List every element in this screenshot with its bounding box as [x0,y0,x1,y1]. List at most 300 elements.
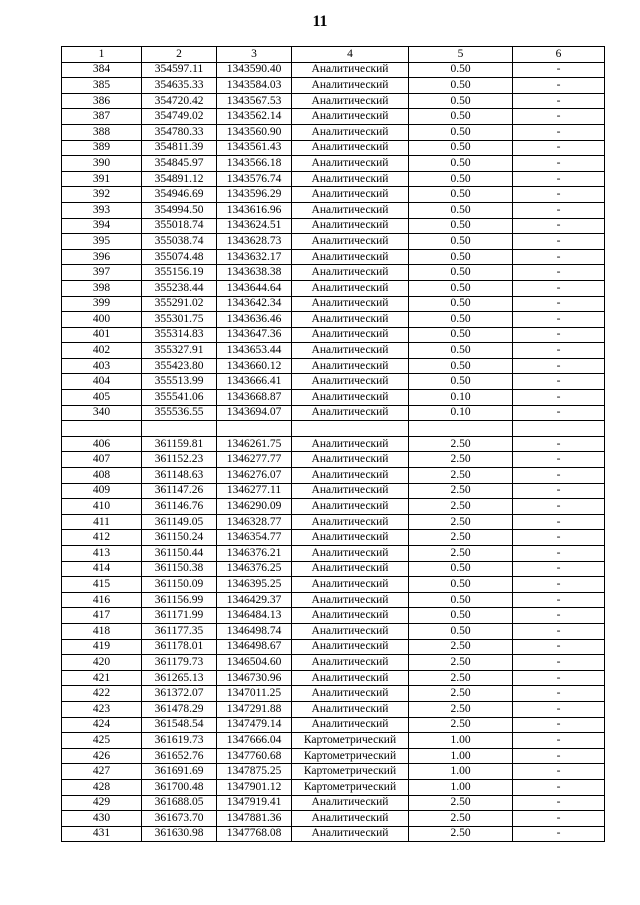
table-cell: - [513,546,605,562]
table-cell: 1343644.64 [217,280,292,296]
table-cell: 1343561.43 [217,140,292,156]
table-cell: - [513,468,605,484]
table-cell: 0.50 [409,202,513,218]
table-cell: - [513,93,605,109]
table-cell: 390 [62,156,142,172]
table-cell: - [513,561,605,577]
table-cell: 1343576.74 [217,171,292,187]
table-cell: - [513,452,605,468]
table-cell: 0.50 [409,124,513,140]
table-cell: 410 [62,499,142,515]
table-cell: 1346277.11 [217,483,292,499]
table-cell: 408 [62,468,142,484]
table-cell: 354891.12 [142,171,217,187]
table-cell: - [513,202,605,218]
table-cell: 422 [62,686,142,702]
table-cell: - [513,171,605,187]
table-cell: Аналитический [292,577,409,593]
table-row [62,234,605,250]
table-cell: 398 [62,280,142,296]
table-cell: 415 [62,577,142,593]
table-cell: - [513,249,605,265]
table-cell: - [513,140,605,156]
table-cell: Аналитический [292,546,409,562]
table-cell: Аналитический [292,343,409,359]
table-cell: 393 [62,202,142,218]
table-cell: - [513,639,605,655]
table-cell: - [513,78,605,94]
table-cell: Аналитический [292,327,409,343]
table-cell: 361265.13 [142,670,217,686]
table-row [62,483,605,499]
table-cell: 1343694.07 [217,405,292,421]
table-cell: 354994.50 [142,202,217,218]
header-cell-1: 1 [62,47,142,63]
table-cell: 424 [62,717,142,733]
table-cell: - [513,623,605,639]
table-cell: 355541.06 [142,390,217,406]
table-cell: 361149.05 [142,514,217,530]
table-row [62,530,605,546]
table-cell: Аналитический [292,265,409,281]
table-cell: - [513,514,605,530]
table-cell: Аналитический [292,436,409,452]
table-cell: Картометрический [292,779,409,795]
table-cell: 0.10 [409,390,513,406]
table-cell: Аналитический [292,187,409,203]
table-cell: 0.50 [409,280,513,296]
table-cell: 414 [62,561,142,577]
table-cell: Аналитический [292,249,409,265]
table-cell: 2.50 [409,655,513,671]
page-number: 11 [312,13,328,30]
table-cell: 420 [62,655,142,671]
table-cell: Аналитический [292,483,409,499]
table-cell: 2.50 [409,795,513,811]
table-cell: - [513,701,605,717]
table-cell [62,421,142,437]
table-cell: 0.50 [409,623,513,639]
header-cell-6: 6 [513,47,605,63]
table-cell: Аналитический [292,826,409,842]
table-cell: 1343584.03 [217,78,292,94]
table-cell: 419 [62,639,142,655]
table-cell: 1343632.17 [217,249,292,265]
table-cell: 402 [62,343,142,359]
table-cell: 1347011.25 [217,686,292,702]
table-row [62,124,605,140]
table-cell: 361156.99 [142,592,217,608]
table-cell: 397 [62,265,142,281]
table-row [62,670,605,686]
table-row [62,296,605,312]
table-row [62,327,605,343]
table-cell: 1343624.51 [217,218,292,234]
table-cell: 0.50 [409,78,513,94]
table-cell: 1343647.36 [217,327,292,343]
table-cell: 361171.99 [142,608,217,624]
table-cell: 1346730.96 [217,670,292,686]
table-cell: 354749.02 [142,109,217,125]
table-cell: 1343596.29 [217,187,292,203]
table-cell: 1347875.25 [217,764,292,780]
table-cell: 423 [62,701,142,717]
table-cell: 1347479.14 [217,717,292,733]
table-cell: - [513,748,605,764]
table-row [62,655,605,671]
table-cell: 361150.24 [142,530,217,546]
table-cell: Аналитический [292,717,409,733]
table-row [62,93,605,109]
table-cell: 0.50 [409,296,513,312]
table-cell: 428 [62,779,142,795]
table-cell: 0.50 [409,249,513,265]
table-cell: 361159.81 [142,436,217,452]
table-cell: Аналитический [292,670,409,686]
table-cell: 355038.74 [142,234,217,250]
table-cell: 355536.55 [142,405,217,421]
table-cell: Аналитический [292,171,409,187]
table-cell: 361630.98 [142,826,217,842]
table-cell: 0.50 [409,343,513,359]
header-cell-2: 2 [142,47,217,63]
table-cell: Аналитический [292,795,409,811]
table-cell: 418 [62,623,142,639]
table-cell: 1346429.37 [217,592,292,608]
table-cell: Аналитический [292,234,409,250]
table-cell: 421 [62,670,142,686]
table-cell: - [513,358,605,374]
table-cell: - [513,280,605,296]
table-cell: - [513,826,605,842]
table-cell: - [513,390,605,406]
table-cell: 355423.80 [142,358,217,374]
table-cell: 399 [62,296,142,312]
table-cell: 1347901.12 [217,779,292,795]
table-cell: Аналитический [292,109,409,125]
table-cell: 1346261.75 [217,436,292,452]
table-row [62,764,605,780]
table-cell: 355291.02 [142,296,217,312]
table-cell: 0.50 [409,327,513,343]
table-cell: - [513,312,605,328]
table-cell: 392 [62,187,142,203]
table-cell [142,421,217,437]
table-cell: 2.50 [409,546,513,562]
table-row [62,187,605,203]
table-cell [217,421,292,437]
table-cell: 1.00 [409,764,513,780]
table-row [62,686,605,702]
table-cell: 430 [62,811,142,827]
table-cell: Аналитический [292,124,409,140]
table-cell: 401 [62,327,142,343]
table-cell: 2.50 [409,468,513,484]
table-cell: 1347666.04 [217,733,292,749]
table-cell: - [513,296,605,312]
table-cell: 0.50 [409,234,513,250]
table-row [62,561,605,577]
table-cell: Аналитический [292,78,409,94]
table-cell: 1346376.25 [217,561,292,577]
table-cell: 0.50 [409,187,513,203]
table-cell: 1346277.77 [217,452,292,468]
table-cell: 354720.42 [142,93,217,109]
table-cell: Аналитический [292,358,409,374]
table-row [62,78,605,94]
table-cell: 1346498.74 [217,623,292,639]
table-cell: 361673.70 [142,811,217,827]
table-row [62,795,605,811]
table-cell: 385 [62,78,142,94]
table-cell: 1346484.13 [217,608,292,624]
table-row [62,421,605,437]
table-cell: 416 [62,592,142,608]
table-cell: 355301.75 [142,312,217,328]
table-cell: 361179.73 [142,655,217,671]
table-cell: 361146.76 [142,499,217,515]
table-cell: 354811.39 [142,140,217,156]
table-row [62,608,605,624]
header-cell-5: 5 [409,47,513,63]
table-row [62,452,605,468]
table-cell: 1346504.60 [217,655,292,671]
table-cell: 361152.23 [142,452,217,468]
table-cell: 2.50 [409,499,513,515]
table-cell: 1346376.21 [217,546,292,562]
table-row [62,436,605,452]
table-cell: - [513,218,605,234]
table-cell: 361148.63 [142,468,217,484]
table-cell: - [513,327,605,343]
table-cell: Аналитический [292,280,409,296]
table-cell: - [513,686,605,702]
table-cell: Аналитический [292,312,409,328]
table-cell: Аналитический [292,202,409,218]
table-cell: 2.50 [409,514,513,530]
table-cell: - [513,530,605,546]
table-cell: 0.50 [409,140,513,156]
table-cell: 431 [62,826,142,842]
table-cell: Аналитический [292,374,409,390]
table-cell: Аналитический [292,655,409,671]
table-cell: - [513,499,605,515]
table-cell: Аналитический [292,639,409,655]
table-cell: 2.50 [409,530,513,546]
table-cell: 396 [62,249,142,265]
table-cell: Аналитический [292,218,409,234]
table-cell: 361178.01 [142,639,217,655]
table-cell: Аналитический [292,156,409,172]
table-cell: 427 [62,764,142,780]
table-cell: Аналитический [292,62,409,78]
table-cell: 361150.09 [142,577,217,593]
table-cell: 1343660.12 [217,358,292,374]
table-cell: Аналитический [292,468,409,484]
table-cell: 340 [62,405,142,421]
table-cell: 355314.83 [142,327,217,343]
table-cell: Картометрический [292,764,409,780]
table-row [62,717,605,733]
table-cell: Аналитический [292,608,409,624]
table-row [62,577,605,593]
table-cell: 1346290.09 [217,499,292,515]
table-cell: 2.50 [409,717,513,733]
table-cell: 1343560.90 [217,124,292,140]
table-cell: 409 [62,483,142,499]
table-row [62,140,605,156]
table-cell: Аналитический [292,514,409,530]
table-cell: 0.50 [409,561,513,577]
table-row [62,109,605,125]
table-cell: 0.50 [409,156,513,172]
table-cell: 0.50 [409,93,513,109]
table-cell: 355513.99 [142,374,217,390]
table-row [62,639,605,655]
table-cell: - [513,733,605,749]
coordinates-table-body [62,47,605,842]
table-cell: 1347919.41 [217,795,292,811]
table-cell: - [513,483,605,499]
table-cell: 1.00 [409,748,513,764]
table-row [62,62,605,78]
table-row [62,374,605,390]
table-row [62,343,605,359]
table-row [62,779,605,795]
table-cell: - [513,343,605,359]
table-cell: 354780.33 [142,124,217,140]
table-row [62,265,605,281]
table-cell: Картометрический [292,733,409,749]
header-cell-4: 4 [292,47,409,63]
table-cell: 355018.74 [142,218,217,234]
table-cell: 1346276.07 [217,468,292,484]
table-cell: - [513,592,605,608]
table-cell: 361150.44 [142,546,217,562]
table-cell [409,421,513,437]
table-row [62,249,605,265]
table-cell: 413 [62,546,142,562]
table-cell: 2.50 [409,826,513,842]
table-row [62,358,605,374]
table-cell: Аналитический [292,561,409,577]
table-cell: - [513,156,605,172]
table-cell: 1347881.36 [217,811,292,827]
table-row [62,623,605,639]
table-cell: 0.50 [409,171,513,187]
table-cell: 395 [62,234,142,250]
table-cell: 361478.29 [142,701,217,717]
table-cell: 0.50 [409,374,513,390]
table-cell: 0.50 [409,577,513,593]
table-cell: 1.00 [409,733,513,749]
table-row [62,202,605,218]
table-cell: - [513,764,605,780]
table-cell: 355074.48 [142,249,217,265]
table-cell: 361691.69 [142,764,217,780]
table-cell [513,421,605,437]
table-cell: 403 [62,358,142,374]
table-cell: 361688.05 [142,795,217,811]
table-cell: Аналитический [292,592,409,608]
table-cell: 0.50 [409,312,513,328]
table-row [62,468,605,484]
table-row [62,390,605,406]
table-cell: 1343562.14 [217,109,292,125]
table-cell: 2.50 [409,452,513,468]
table-cell: - [513,234,605,250]
table-cell: Аналитический [292,93,409,109]
table-cell: - [513,779,605,795]
table-row [62,733,605,749]
table-cell: 361177.35 [142,623,217,639]
table-row [62,312,605,328]
table-cell: 1343638.38 [217,265,292,281]
table-cell: 1343636.46 [217,312,292,328]
table-cell: 2.50 [409,686,513,702]
table-cell: 0.50 [409,265,513,281]
table-row [62,811,605,827]
table-cell: 361147.26 [142,483,217,499]
table-row [62,514,605,530]
table-cell: 389 [62,140,142,156]
table-cell: 2.50 [409,483,513,499]
table-cell: 355327.91 [142,343,217,359]
table-cell: 1347291.88 [217,701,292,717]
table-cell: 387 [62,109,142,125]
table-row [62,826,605,842]
table-cell: Аналитический [292,390,409,406]
table-cell: 361548.54 [142,717,217,733]
table-cell: 0.50 [409,358,513,374]
table-cell: 355156.19 [142,265,217,281]
table-cell: 1343567.53 [217,93,292,109]
table-cell: 361700.48 [142,779,217,795]
table-cell: 1347768.08 [217,826,292,842]
table-cell: 0.50 [409,592,513,608]
table-cell: Картометрический [292,748,409,764]
table-cell: Аналитический [292,530,409,546]
table-row [62,171,605,187]
table-cell: - [513,265,605,281]
table-cell: 1343590.40 [217,62,292,78]
table-cell: - [513,717,605,733]
table-cell: 361619.73 [142,733,217,749]
table-cell: 0.50 [409,218,513,234]
table-cell: Аналитический [292,686,409,702]
table-cell: - [513,795,605,811]
table-cell: Аналитический [292,623,409,639]
table-cell: - [513,124,605,140]
table-cell: 2.50 [409,639,513,655]
table-cell: 1343628.73 [217,234,292,250]
table-cell: 1346498.67 [217,639,292,655]
table-row [62,218,605,234]
table-cell: - [513,670,605,686]
table-row [62,405,605,421]
table-cell: 394 [62,218,142,234]
table-cell: 1346395.25 [217,577,292,593]
table-row [62,280,605,296]
table-cell: 354597.11 [142,62,217,78]
table-cell: 407 [62,452,142,468]
table-cell: 1343666.41 [217,374,292,390]
table-cell: 354946.69 [142,187,217,203]
header-row [62,47,605,63]
table-row [62,546,605,562]
table-cell: - [513,374,605,390]
table-cell: 361150.38 [142,561,217,577]
